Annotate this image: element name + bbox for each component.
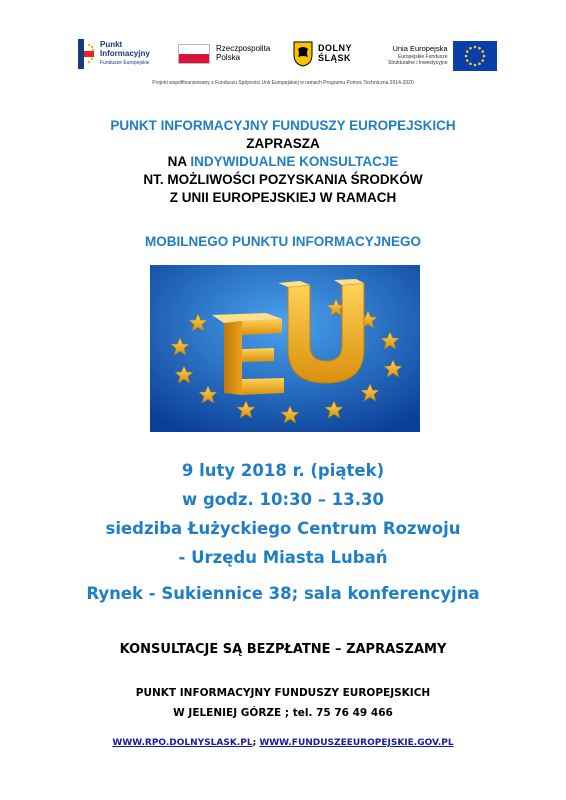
rpo-link[interactable]: WWW.RPO.DOLNYSLASK.PL: [112, 738, 253, 748]
heading-line3-prefix: NA: [167, 154, 191, 169]
unia-line1: Unia Europejska: [392, 44, 448, 54]
dolny-slask-crest-icon: [293, 41, 313, 67]
fundusze-link[interactable]: WWW.FUNDUSZEEUROPEJSKIE.GOV.PL: [259, 738, 454, 748]
contact-info: [0, 683, 566, 723]
links-separator: ;: [252, 738, 260, 748]
event-date: 9 luty 2018 r. (piątek): [181, 461, 385, 480]
event-place-line1: siedziba Łużyckiego Centrum Rozwoju: [105, 519, 461, 538]
heading-line4: NT. MOŻLIWOŚCI POZYSKANIA ŚRODKÓW: [143, 172, 423, 187]
rzeczpospolita-logo: [178, 44, 270, 64]
dolny-slask-logo: [293, 41, 352, 67]
unia-europejska-logo: [388, 41, 497, 71]
event-details: [0, 456, 566, 572]
polish-flag-icon: [178, 44, 210, 64]
event-time: w godz. 10:30 – 13.30: [181, 490, 384, 509]
fundusze-logo-line2: Informacyjny: [100, 49, 150, 59]
heading-line3-highlight: INDYWIDUALNE KONSULTACJE: [190, 154, 399, 169]
heading-line3: [0, 153, 566, 171]
event-venue: Rynek - Sukiennice 38; sala konferencyjna: [86, 584, 480, 603]
contact-line1: PUNKT INFORMACYJNY FUNDUSZY EUROPEJSKICH: [135, 687, 431, 699]
fundusze-europejskie-logo-icon: [78, 39, 96, 69]
rzeczpospolita-line2: Polska: [216, 53, 241, 62]
project-cofinancing-note: Projekt współfinansowany z Funduszu Spójności Unii Europejskiej w ramach Programu Pomoc Techniczna 2014-2020: [152, 80, 414, 86]
eu-letters-stars-image: [150, 265, 420, 432]
heading-line2: ZAPRASZA: [246, 136, 320, 151]
website-links: [0, 738, 566, 748]
fundusze-logo-line1: Punkt: [100, 40, 123, 50]
dolny-slask-line1: DOLNY: [318, 43, 352, 54]
rzeczpospolita-line1: Rzeczpospolita: [216, 44, 271, 54]
fundusze-europejskie-logo: [78, 39, 150, 69]
unia-line3: Strukturalne i Inwestycyjne: [388, 60, 448, 67]
dolny-slask-line2: ŚLĄSK: [318, 53, 352, 63]
unia-line2: Europejskie Fundusze: [398, 53, 448, 60]
invitation-heading: [0, 117, 566, 207]
fundusze-logo-line3: Fundusze Europejskie: [100, 60, 150, 67]
logos-bar: [0, 36, 566, 76]
free-consultation-note: KONSULTACJE SĄ BEZPŁATNE – ZAPRASZAMY: [119, 642, 447, 657]
heading-line1: PUNKT INFORMACYJNY FUNDUSZY EUROPEJSKICH: [110, 118, 456, 133]
contact-line2: W JELENIEJ GÓRZE ; tel. 75 76 49 466: [173, 707, 393, 719]
heading-line5: Z UNII EUROPEJSKIEJ W RAMACH: [169, 190, 397, 205]
heading-line6: MOBILNEGO PUNKTU INFORMACYJNEGO: [144, 234, 421, 249]
event-place-line2: - Urzędu Miasta Lubań: [178, 548, 388, 567]
eu-flag-icon: [453, 41, 497, 71]
